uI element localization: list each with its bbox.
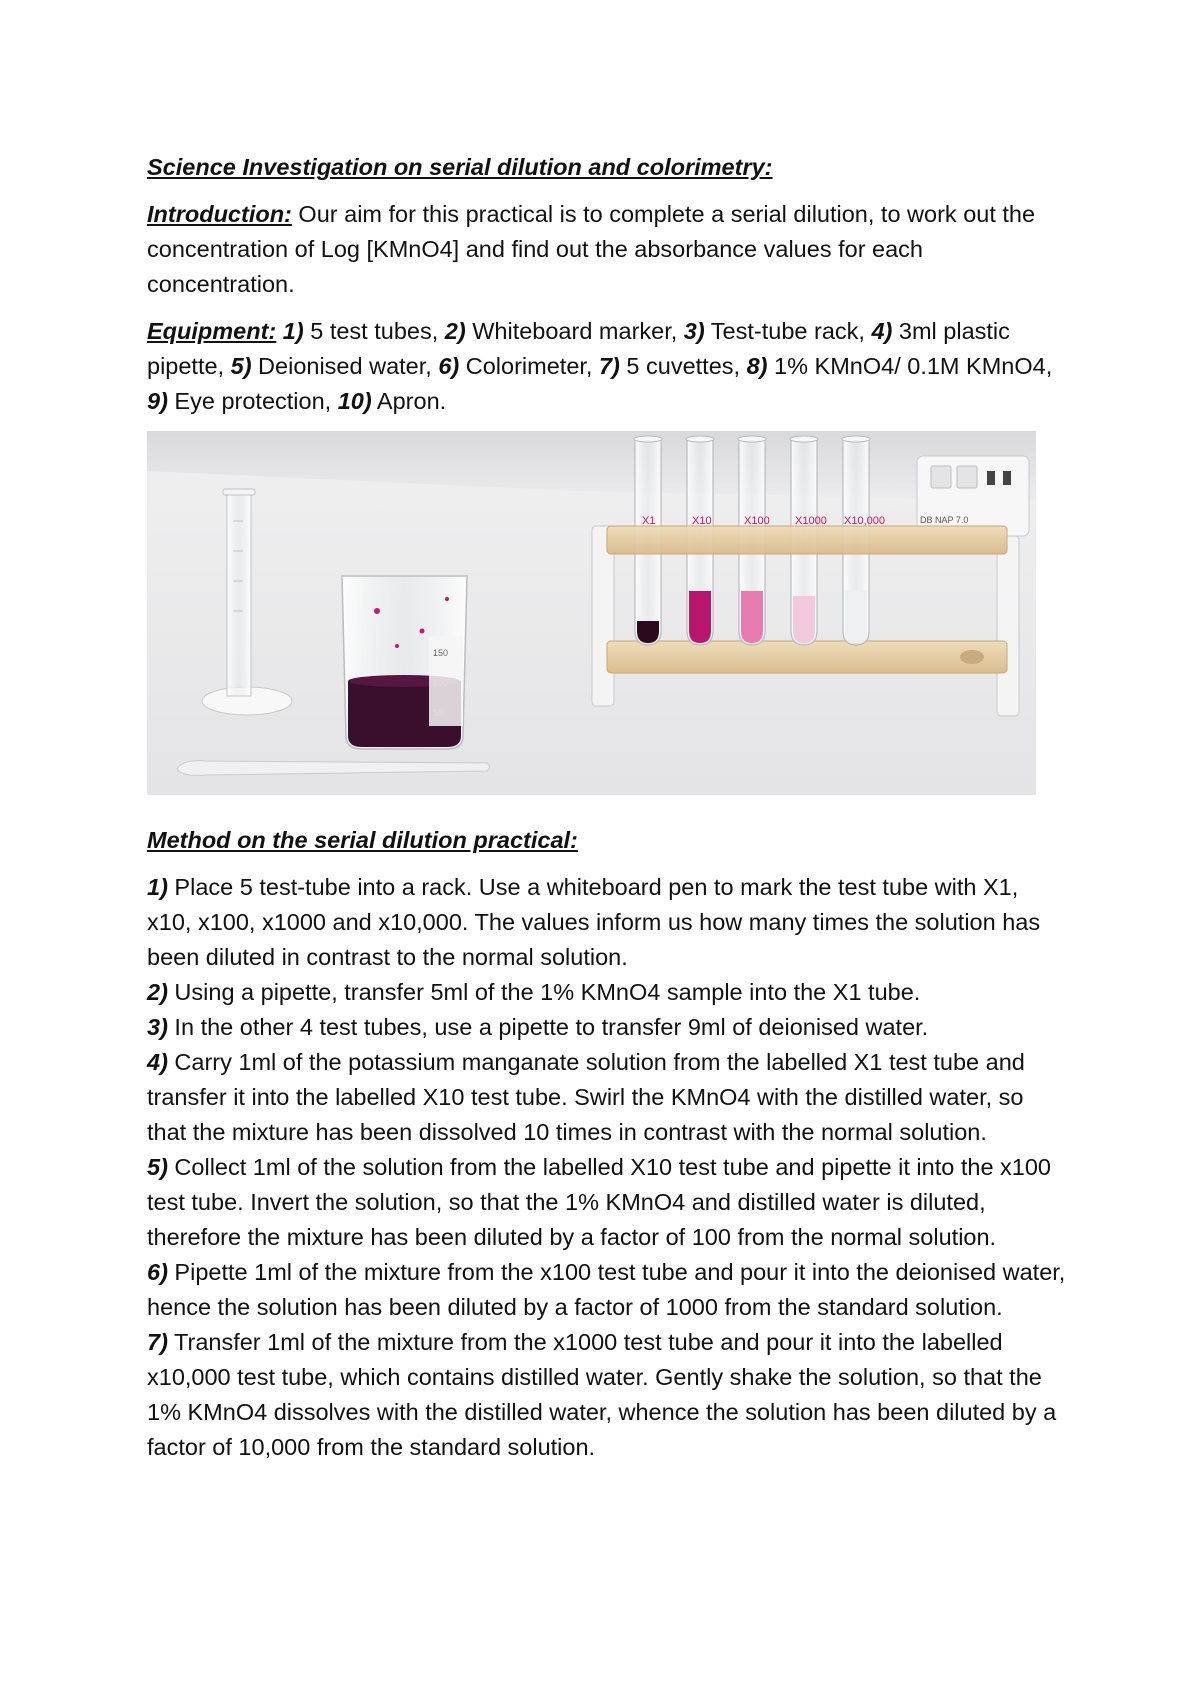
tube-liquid xyxy=(845,591,867,643)
equipment-item-text: Test-tube rack, xyxy=(704,318,872,344)
method-step-text: Pipette 1ml of the mixture from the x100 test tube and pour it into the deionised water, hence the solution has been diluted by a factor of 1000 from the standard solution. xyxy=(147,1259,1066,1320)
method-step-number: 7) xyxy=(147,1329,168,1355)
equipment-item-number: 3) xyxy=(683,318,705,344)
equipment-paragraph xyxy=(147,314,1067,419)
document-content xyxy=(147,150,1067,1465)
tube-label-x1000: X1000 xyxy=(795,515,827,527)
tube-liquid xyxy=(689,591,711,643)
method-step-text: Carry 1ml of the potassium manganate solution from the labelled X1 test tube and transfer it into the labelled X10 test tube. Swirl the KMnO4 with the distilled water, so that the mixture has been dissolved 10 times in contrast with the normal solution. xyxy=(147,1049,1025,1145)
equipment-item-number: 2) xyxy=(444,318,466,344)
method-step xyxy=(147,870,1067,975)
introduction-text: Our aim for this practical is to complete a serial dilution, to work out the concentration of Log [KMnO4] and find out the absorbance values for each concentration. xyxy=(147,201,1036,297)
equipment-heading: Equipment: xyxy=(147,318,277,344)
method-step-number: 3) xyxy=(147,1014,168,1040)
tube-label-x100: X100 xyxy=(744,515,770,527)
wall-socket xyxy=(917,456,1029,536)
rack-top-bar xyxy=(607,526,1007,554)
equipment-item-text: 3ml plastic pipette, xyxy=(147,318,1010,379)
equipment-item-number: 10) xyxy=(337,388,372,414)
equipment-item-text: Whiteboard marker, xyxy=(465,318,684,344)
method-step xyxy=(147,1150,1067,1255)
document-title: Science Investigation on serial dilution and colorimetry: xyxy=(147,154,773,180)
equipment-item-text: Deionised water, xyxy=(251,353,439,379)
method-step-number: 4) xyxy=(147,1049,168,1075)
method-step xyxy=(147,1045,1067,1150)
equipment-item-text: Colorimeter, xyxy=(459,353,599,379)
method-step-number: 5) xyxy=(147,1154,168,1180)
equipment-item-text: 5 cuvettes, xyxy=(619,353,747,379)
equipment-item-text: 5 test tubes, xyxy=(303,318,445,344)
method-step xyxy=(147,1325,1067,1465)
tube-label-x10: X10 xyxy=(692,515,712,527)
method-heading: Method on the serial dilution practical: xyxy=(147,827,578,853)
method-step-number: 2) xyxy=(147,979,168,1005)
method-step xyxy=(147,1010,1067,1045)
introduction-heading: Introduction: xyxy=(147,201,292,227)
beaker-mark-100: 100 xyxy=(433,678,449,688)
method-step-number: 1) xyxy=(147,874,168,900)
beaker-mark-50: 50 xyxy=(433,708,444,718)
method-step xyxy=(147,1255,1067,1325)
lab-photo xyxy=(147,431,1036,795)
equipment-item-number: 1) xyxy=(276,318,304,344)
equipment-item-text: 1% KMnO4/ 0.1M KMnO4, xyxy=(767,353,1053,379)
introduction-paragraph xyxy=(147,197,1067,302)
method-steps xyxy=(147,870,1067,1465)
method-step xyxy=(147,975,1067,1010)
equipment-item-number: 5) xyxy=(230,353,252,379)
equipment-item-text: Apron. xyxy=(371,388,447,414)
equipment-item-number: 4) xyxy=(871,318,893,344)
method-step-text: Collect 1ml of the solution from the labelled X10 test tube and pipette it into the x100 test tube. Invert the solution, so that the 1% KMnO4 and distilled water is diluted, therefore the mixture has been diluted by a factor of 100 from the normal solution. xyxy=(147,1154,1052,1250)
equipment-item-number: 6) xyxy=(438,353,460,379)
equipment-item-number: 8) xyxy=(746,353,768,379)
beaker xyxy=(342,576,467,749)
tube-label-x10000: X10,000 xyxy=(844,515,885,527)
rack-sticker: DB NAP 7.0 xyxy=(920,515,969,525)
tube-liquid xyxy=(793,596,815,643)
beaker-mark-150: 150 xyxy=(433,648,449,658)
equipment-list xyxy=(147,318,1052,414)
equipment-item-text: Eye protection, xyxy=(167,388,338,414)
method-step-text: Place 5 test-tube into a rack. Use a whiteboard pen to mark the test tube with X1, x10, x100, x1000 and x10,000. The values inform us how many times the solution has been diluted in contrast to the normal solution. xyxy=(147,874,1041,970)
tube-liquid xyxy=(637,621,659,643)
equipment-item-number: 7) xyxy=(598,353,620,379)
method-step-text: Using a pipette, transfer 5ml of the 1% KMnO4 sample into the X1 tube. xyxy=(167,979,921,1005)
tube-liquid xyxy=(741,591,763,643)
method-step-text: Transfer 1ml of the mixture from the x1000 test tube and pour it into the labelled x10,000 test tube, which contains distilled water. Gently shake the solution, so that the 1% KMnO4 dissolves with the distilled water, whence the solution has been diluted by a factor of 10,000 from the standard solution. xyxy=(147,1329,1057,1460)
tube-label-x1: X1 xyxy=(642,515,656,527)
method-step-text: In the other 4 test tubes, use a pipette to transfer 9ml of deionised water. xyxy=(167,1014,929,1040)
method-step-number: 6) xyxy=(147,1259,168,1285)
equipment-item-number: 9) xyxy=(147,388,168,414)
